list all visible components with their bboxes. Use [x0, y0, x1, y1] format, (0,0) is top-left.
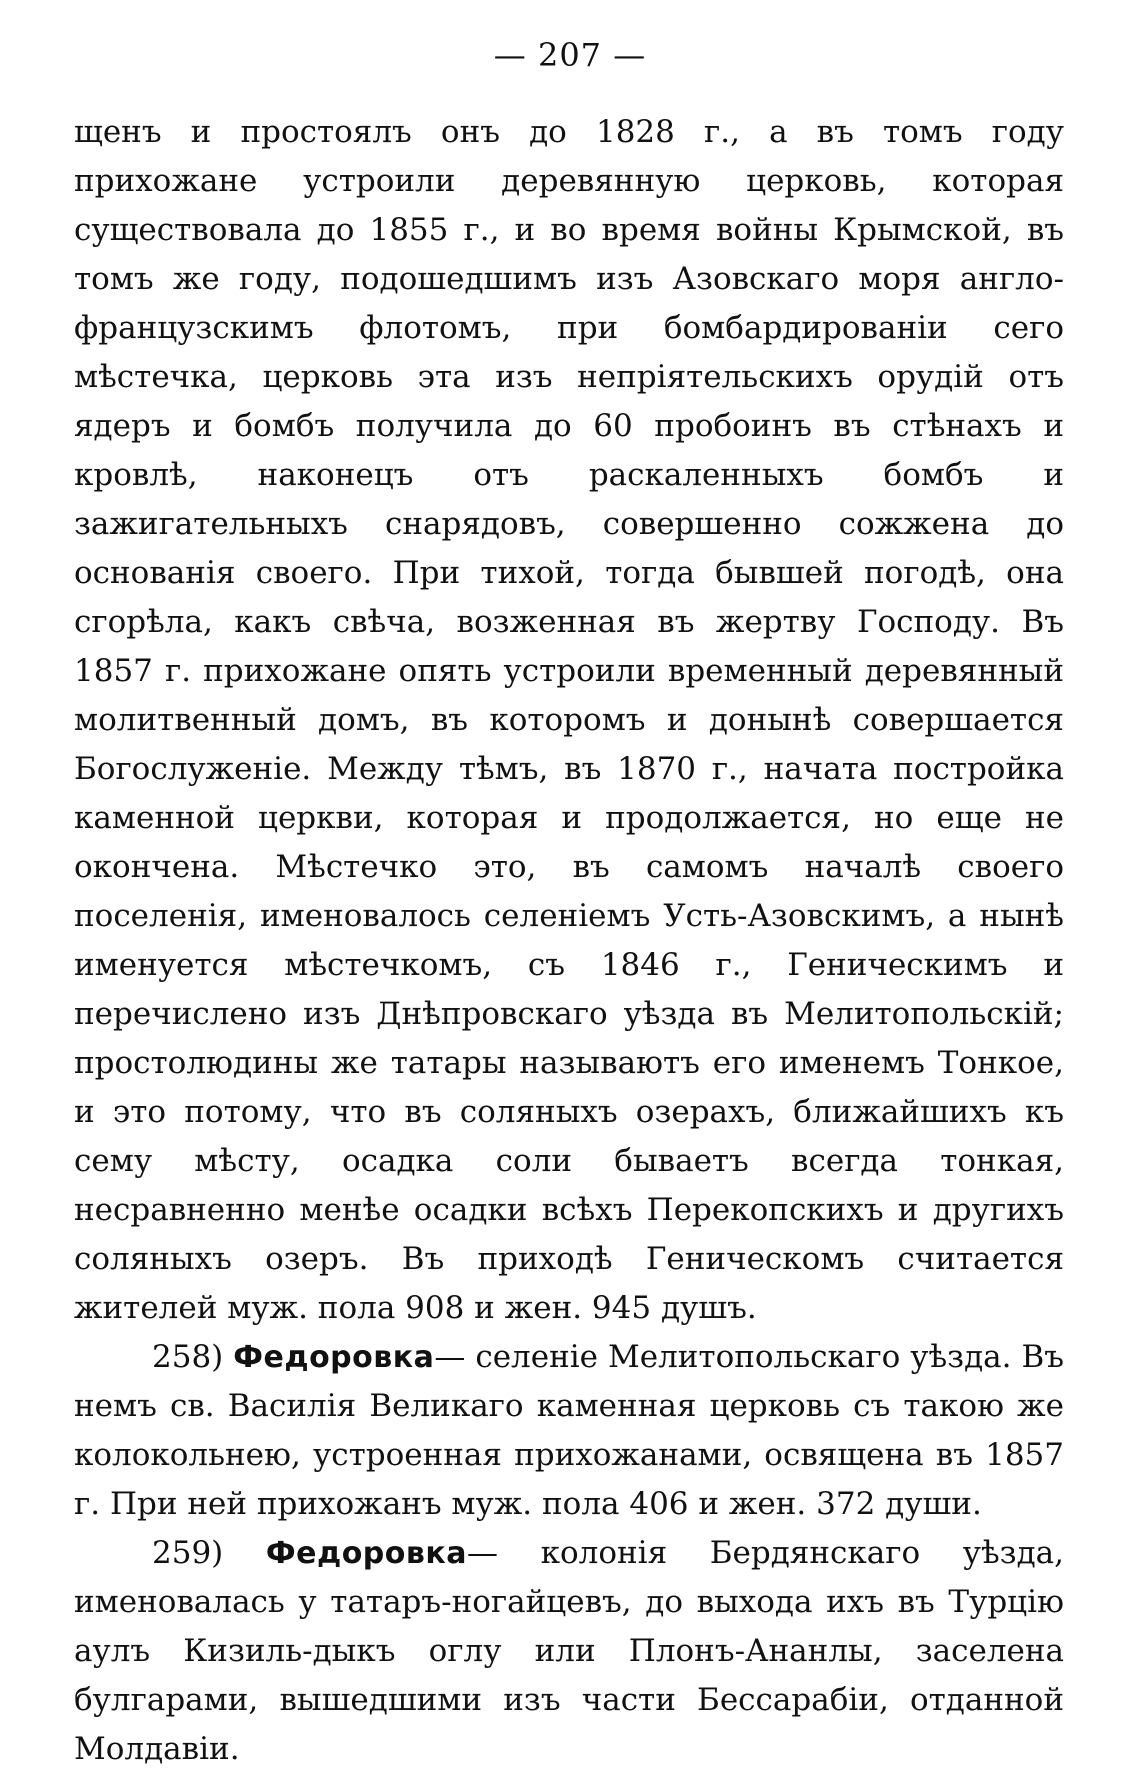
entry-text: — селеніе Мелитопольскаго уѣзда. Въ немъ св. Василія Великаго каменная церковь съ такою же колокольнею, устроенная прихожанами, освящена въ 1857 г. При ней прихожанъ муж. пола 406 и жен. 372 души.: [74, 1339, 1064, 1522]
entry-258: [74, 1333, 1064, 1529]
page-number: — 207 —: [493, 36, 647, 74]
paragraph-continued: щенъ и простоялъ онъ до 1828 г., а въ томъ году прихожане устроили деревянную церковь, которая существовала до 1855 г., и во время войны Крымской, въ томъ же году, подошедшимъ изъ Азовскаго моря англо-французскимъ флотомъ, при бомбардированіи сего мѣстечка, церковь эта изъ непріятельскихъ орудій отъ ядеръ и бомбъ получила до 60 пробоинъ въ стѣнахъ и кровлѣ, наконецъ отъ раскаленныхъ бомбъ и зажигательныхъ снарядовъ, совершенно сожжена до основанія своего. При тихой, тогда бывшей погодѣ, она сгорѣла, какъ свѣча, возженная въ жертву Господу. Въ 1857 г. прихожане опять устроили временный деревянный молитвенный домъ, въ которомъ и донынѣ совершается Богослуженіе. Между тѣмъ, въ 1870 г., начата постройка каменной церкви, которая и продолжается, но еще не окончена. Мѣстечко это, въ самомъ началѣ своего поселенія, именовалось селеніемъ Усть-Азовскимъ, а нынѣ именуется мѣстечкомъ, съ 1846 г., Геническимъ и перечислено изъ Днѣпровскаго уѣзда въ Мелитопольскій; простолюдины же татары называютъ его именемъ Тонкое, и это потому, что въ соляныхъ озерахъ, ближайшихъ къ сему мѣсту, осадка соли бываетъ всегда тонкая, несравненно менѣе осадки всѣхъ Перекопскихъ и другихъ соляныхъ озеръ. Въ приходѣ Геническомъ считается жителей муж. пола 908 и жен. 945 душъ.: [74, 114, 1064, 1326]
entry-number: 259): [152, 1535, 224, 1571]
entry-259: [74, 1529, 1064, 1774]
entry-text: — колонія Бердянскаго уѣзда, именовалась у татаръ-ногайцевъ, до выхода ихъ въ Турцію аулъ Кизиль-дыкъ оглу или Плонъ-Ананлы, заселена булгарами, вышедшими изъ части Бессарабіи, отданной Молдавіи.: [74, 1535, 1064, 1767]
entry-title: Федоровка: [233, 1340, 435, 1375]
page-body: [74, 108, 1064, 1774]
entry-number: 258): [152, 1339, 224, 1375]
entry-title: Федоровка: [265, 1536, 467, 1571]
